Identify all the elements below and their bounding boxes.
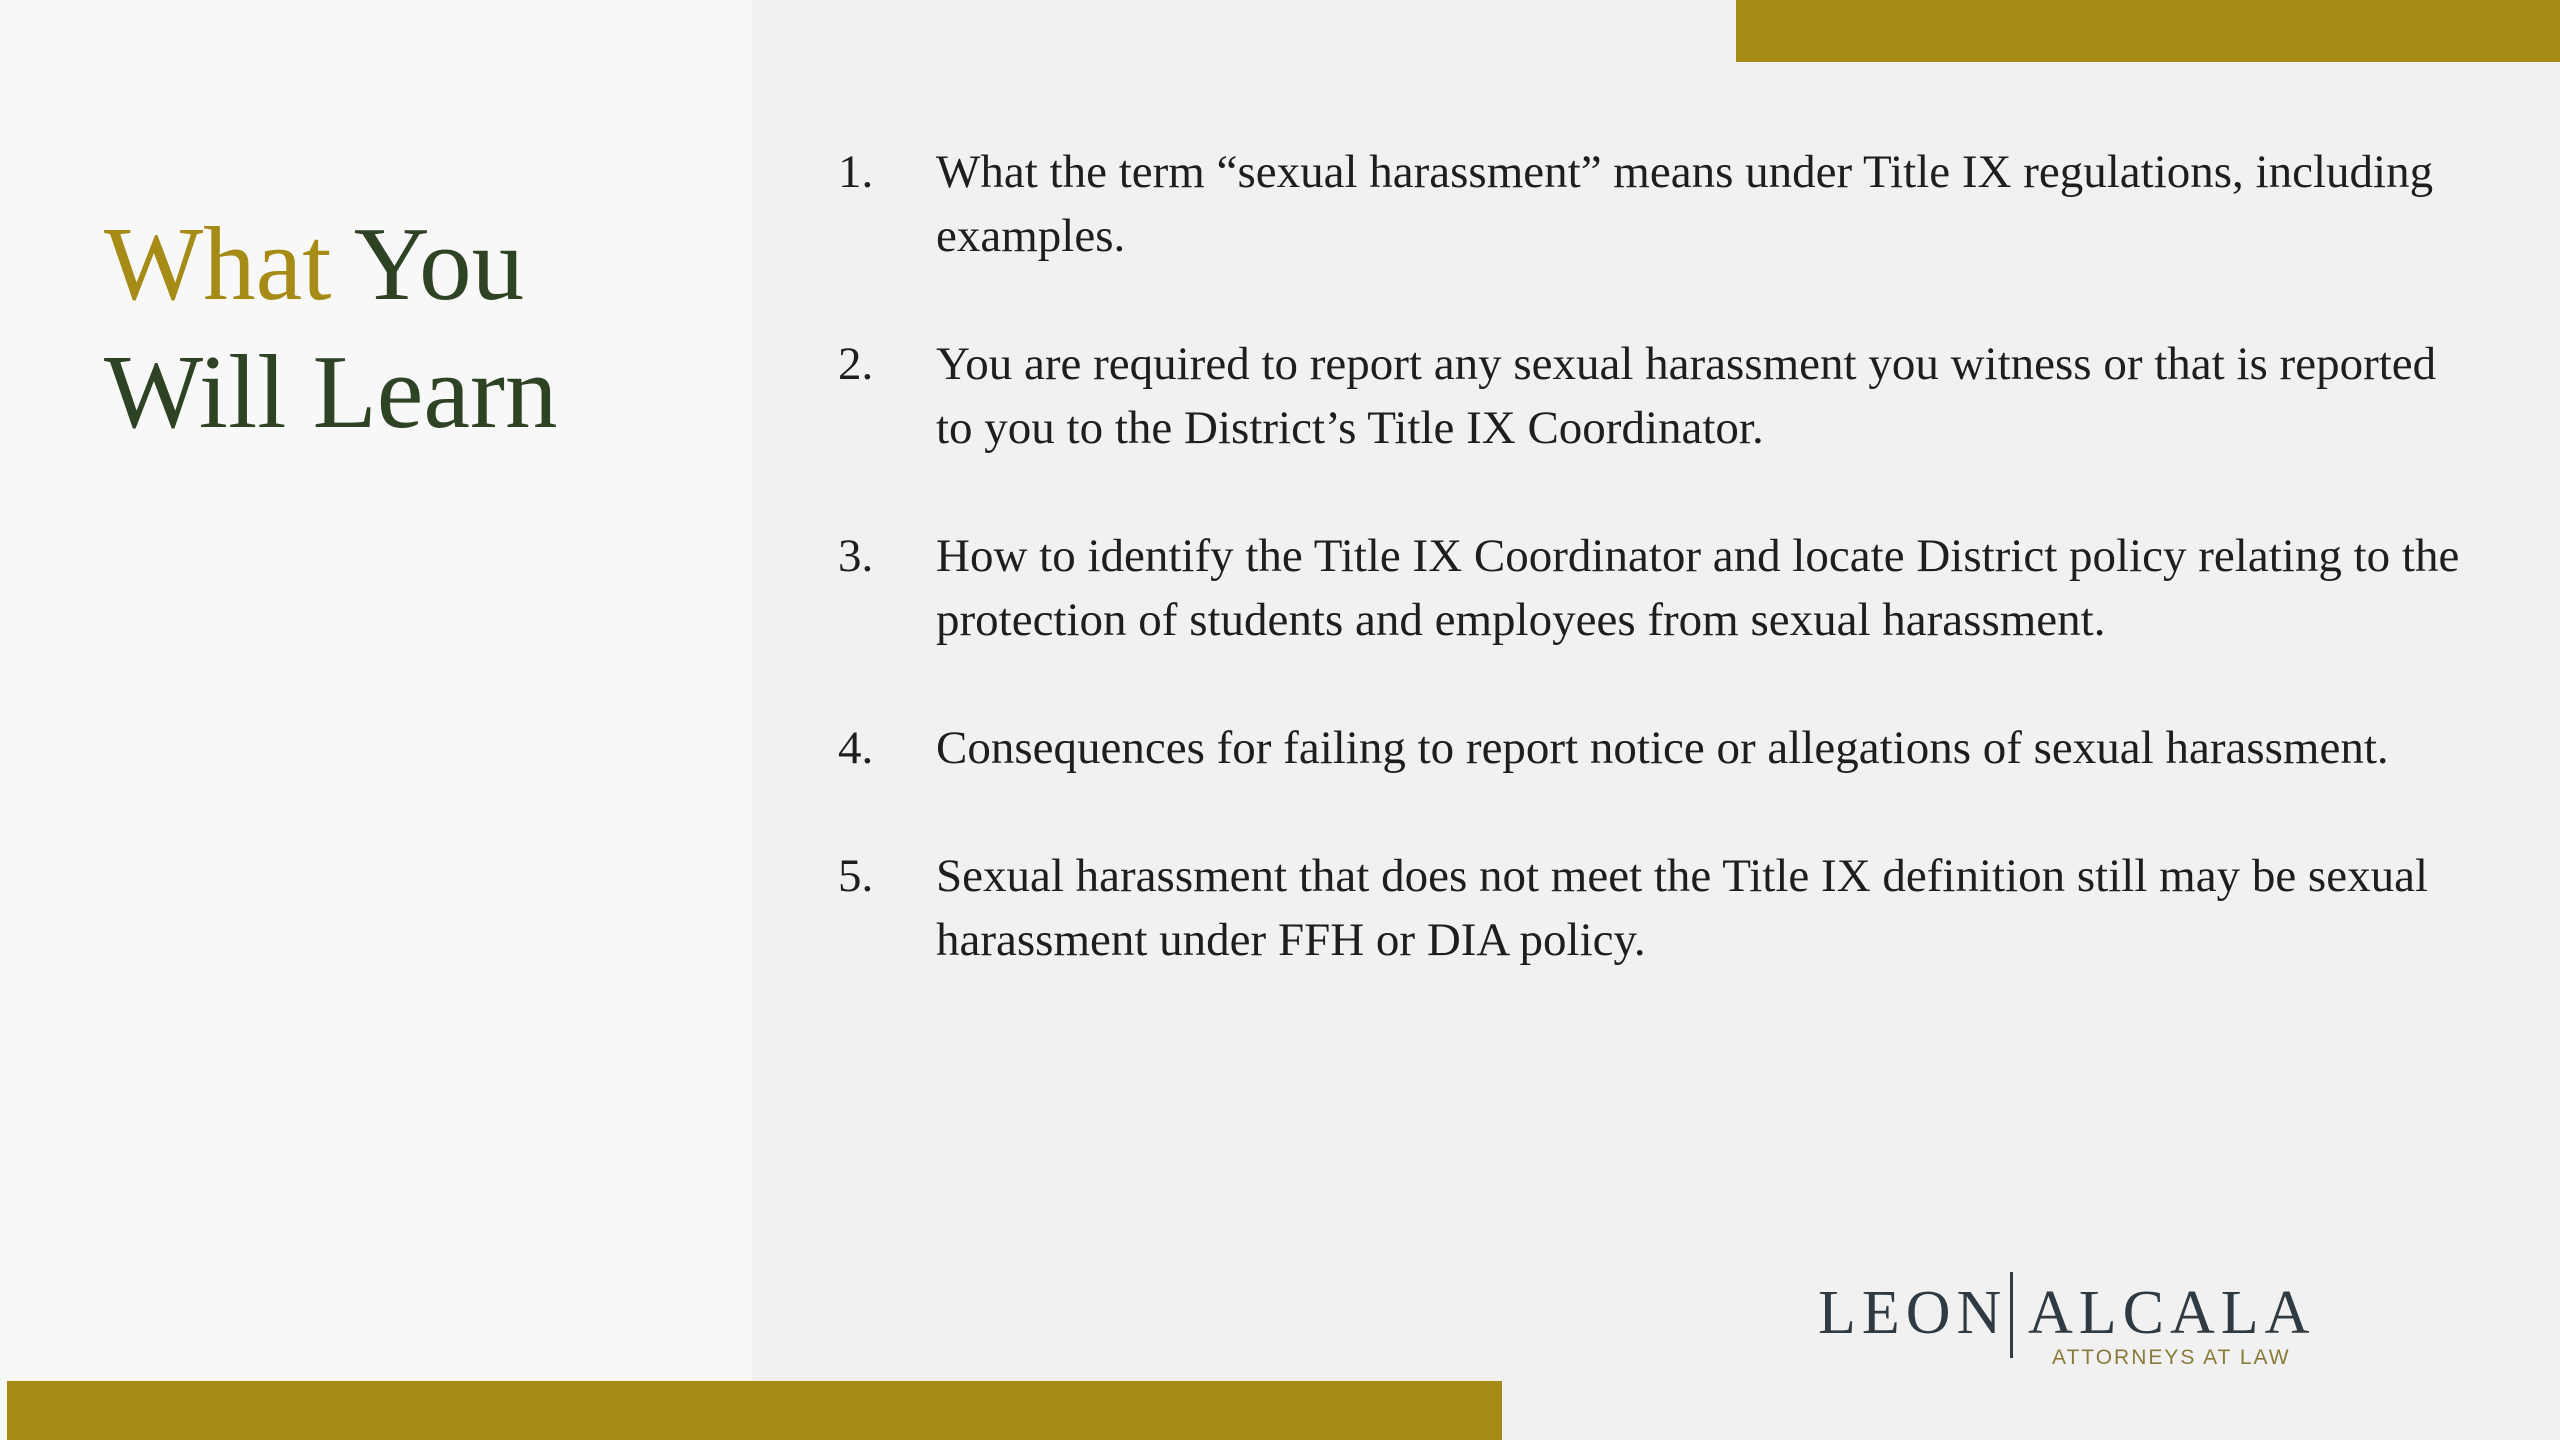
slide-title-accent-word: What: [104, 205, 332, 322]
list-item-text: What the term “sexual harassment” means under Title IX regulations, including examples.: [936, 146, 2434, 262]
logo-word-leon: LEON: [1818, 1279, 2008, 1347]
company-logo: [1818, 1272, 2316, 1372]
list-item: [838, 524, 2478, 652]
list-item: [838, 332, 2478, 460]
learning-objectives-list: [838, 140, 2478, 1036]
logo-divider: [2010, 1272, 2013, 1358]
top-accent-bar: [1736, 0, 2560, 62]
list-item-text: You are required to report any sexual harassment you witness or that is reported to you to the District’s Title IX Coordinator.: [936, 338, 2437, 454]
list-item-number: 2.: [838, 338, 874, 390]
logo-word-alcala: ALCALA: [2028, 1279, 2316, 1347]
list-item-number: 5.: [838, 850, 874, 902]
logo-tagline: ATTORNEYS AT LAW: [2052, 1346, 2291, 1369]
slide-title: [104, 200, 557, 456]
list-item-number: 1.: [838, 146, 874, 198]
list-item-number: 4.: [838, 722, 874, 774]
list-item-text: How to identify the Title IX Coordinator and locate District policy relating to the protection of students and employees from sexual harassment.: [936, 530, 2460, 646]
list-item-text: Sexual harassment that does not meet the Title IX definition still may be sexual harassment under FFH or DIA policy.: [936, 850, 2428, 966]
bottom-accent-bar: [7, 1381, 1502, 1440]
slide-title-line-2: Will Learn: [104, 333, 558, 450]
list-item: [838, 844, 2478, 972]
list-item-text: Consequences for failing to report notice or allegations of sexual harassment.: [936, 722, 2389, 774]
list-item: [838, 140, 2478, 268]
slide-title-word-you: You: [353, 205, 525, 322]
slide-title-line-1: [104, 200, 557, 328]
list-item: [838, 716, 2478, 780]
list-item-number: 3.: [838, 530, 874, 582]
